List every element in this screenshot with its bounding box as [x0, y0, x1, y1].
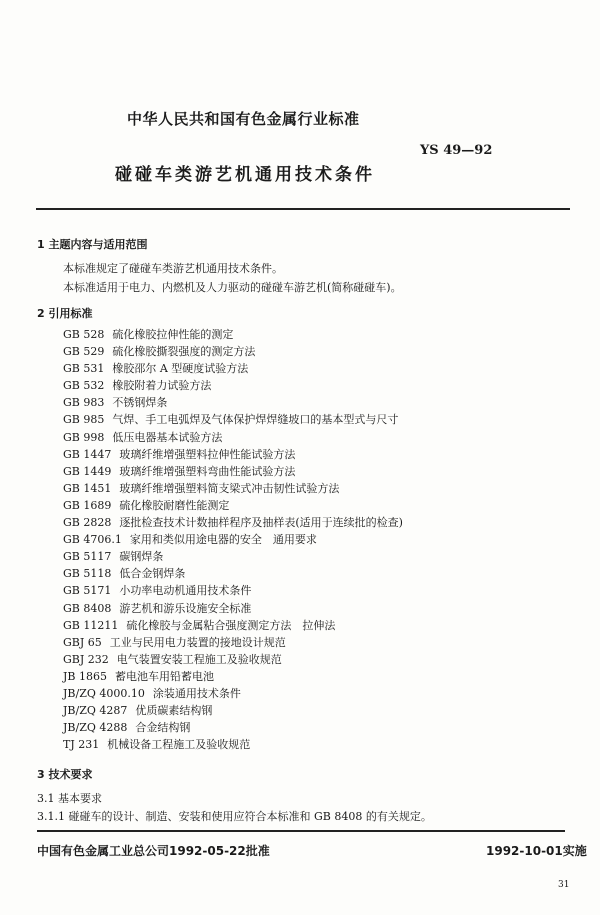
reference-item: [63, 668, 403, 685]
reference-title: 橡胶邵尔 A 型硬度试验方法: [112, 362, 249, 376]
reference-code: GB 531: [63, 362, 105, 376]
reference-item: [63, 617, 403, 634]
standard-code: YS 49—92: [420, 143, 493, 158]
reference-title: 蓄电池车用铅蓄电池: [114, 669, 214, 683]
approval-date: 中国有色金属工业总公司1992-05-22批准: [37, 844, 270, 858]
reference-title: 玻璃纤维增强塑料拉伸性能试验方法: [119, 447, 296, 461]
reference-code: GBJ 232: [63, 652, 109, 666]
reference-code: GB 528: [63, 328, 105, 341]
reference-item: [63, 600, 403, 617]
reference-code: JB/ZQ 4000.10: [63, 686, 145, 700]
issuing-organization: 中华人民共和国有色金属行业标准: [127, 110, 360, 128]
reference-title: 涂装通用技术条件: [152, 686, 241, 700]
reference-code: GB 8408: [63, 601, 112, 615]
document-title: 碰碰车类游艺机通用技术条件: [115, 165, 375, 185]
header-divider: [36, 208, 570, 210]
reference-code: GB 1689: [63, 498, 112, 512]
reference-code: JB 1865: [63, 669, 107, 683]
reference-item: [63, 736, 403, 753]
reference-item: [63, 582, 403, 599]
reference-code: GB 5118: [63, 567, 112, 581]
reference-title: 电气装置安装工程施工及验收规范: [116, 652, 282, 666]
reference-code: GB 11211: [63, 618, 119, 632]
footer-divider: [37, 830, 565, 832]
reference-code: GB 998: [63, 430, 105, 444]
reference-title: 工业与民用电力装置的接地设计规范: [109, 635, 286, 649]
page-number: 31: [558, 880, 570, 890]
reference-code: GB 983: [63, 396, 105, 410]
reference-item: [63, 634, 403, 651]
reference-title: 游艺机和游乐设施安全标准: [119, 601, 252, 615]
reference-item: [63, 685, 403, 702]
reference-code: GBJ 65: [63, 635, 102, 649]
reference-item: [63, 565, 403, 582]
implementation-date: 1992-10-01实施: [486, 844, 587, 858]
reference-code: GB 4706.1: [63, 533, 122, 547]
reference-item: [63, 446, 403, 463]
section-1-paragraph: 本标准适用于电力、内燃机及人力驱动的碰碰车游艺机(简称碰碰车)。: [63, 281, 402, 294]
reference-title: 硫化橡胶拉伸性能的测定: [112, 328, 234, 341]
reference-title: 硫化橡胶与金属粘合强度测定方法 拉伸法: [126, 618, 336, 632]
reference-item: [63, 531, 403, 548]
reference-item: [63, 651, 403, 668]
reference-code: TJ 231: [63, 738, 100, 752]
clause-3-1-1: 3.1.1 碰碰车的设计、制造、安装和使用应符合本标准和 GB 8408 的有关规定。: [37, 810, 432, 823]
reference-code: GB 5117: [63, 550, 112, 564]
reference-item: [63, 463, 403, 480]
reference-title: 低合金钢焊条: [119, 567, 186, 581]
reference-item: [63, 411, 403, 428]
reference-title: 气焊、手工电弧焊及气体保护焊焊缝坡口的基本型式与尺寸: [112, 413, 399, 427]
reference-item: [63, 480, 403, 497]
reference-title: 低压电器基本试验方法: [112, 430, 223, 444]
reference-item: [63, 548, 403, 565]
reference-title: 优质碳素结构钢: [135, 704, 213, 718]
subsection-3-1-heading: 3.1 基本要求: [37, 792, 102, 805]
reference-code: GB 1451: [63, 481, 112, 495]
reference-item: [63, 394, 403, 411]
reference-code: JB/ZQ 4287: [63, 704, 128, 718]
reference-title: 小功率电动机通用技术条件: [119, 584, 252, 598]
reference-item: [63, 514, 403, 531]
reference-code: GB 1447: [63, 447, 112, 461]
reference-code: GB 1449: [63, 464, 112, 478]
section-2-heading: 2 引用标准: [37, 307, 93, 320]
section-1-paragraph: 本标准规定了碰碰车类游艺机通用技术条件。: [63, 262, 283, 275]
reference-title: 逐批检查技术计数抽样程序及抽样表(适用于连续批的检查): [119, 516, 403, 530]
reference-list: [63, 326, 403, 753]
reference-item: [63, 360, 403, 377]
reference-item: [63, 343, 403, 360]
section-1-heading: 1 主题内容与适用范围: [37, 238, 148, 251]
reference-code: JB/ZQ 4288: [63, 721, 128, 735]
reference-item: [63, 719, 403, 736]
reference-title: 橡胶附着力试验方法: [112, 379, 212, 393]
reference-title: 玻璃纤维增强塑料弯曲性能试验方法: [119, 464, 296, 478]
reference-item: [63, 377, 403, 394]
reference-item: [63, 497, 403, 514]
reference-title: 不锈钢焊条: [112, 396, 168, 410]
reference-item: [63, 702, 403, 719]
reference-title: 合金结构钢: [135, 721, 191, 735]
reference-title: 硫化橡胶撕裂强度的测定方法: [112, 345, 256, 359]
reference-item: [63, 429, 403, 446]
reference-code: GB 5171: [63, 584, 112, 598]
reference-code: GB 985: [63, 413, 105, 427]
reference-item: [63, 326, 403, 343]
section-3-heading: 3 技术要求: [37, 768, 93, 781]
reference-title: 机械设备工程施工及验收规范: [107, 738, 251, 752]
reference-title: 玻璃纤维增强塑料简支梁式冲击韧性试验方法: [119, 481, 340, 495]
reference-code: GB 2828: [63, 516, 112, 530]
reference-code: GB 532: [63, 379, 105, 393]
reference-title: 家用和类似用途电器的安全 通用要求: [129, 533, 317, 547]
reference-code: GB 529: [63, 345, 105, 359]
reference-title: 碳钢焊条: [119, 550, 164, 564]
reference-title: 硫化橡胶耐磨性能测定: [119, 498, 230, 512]
